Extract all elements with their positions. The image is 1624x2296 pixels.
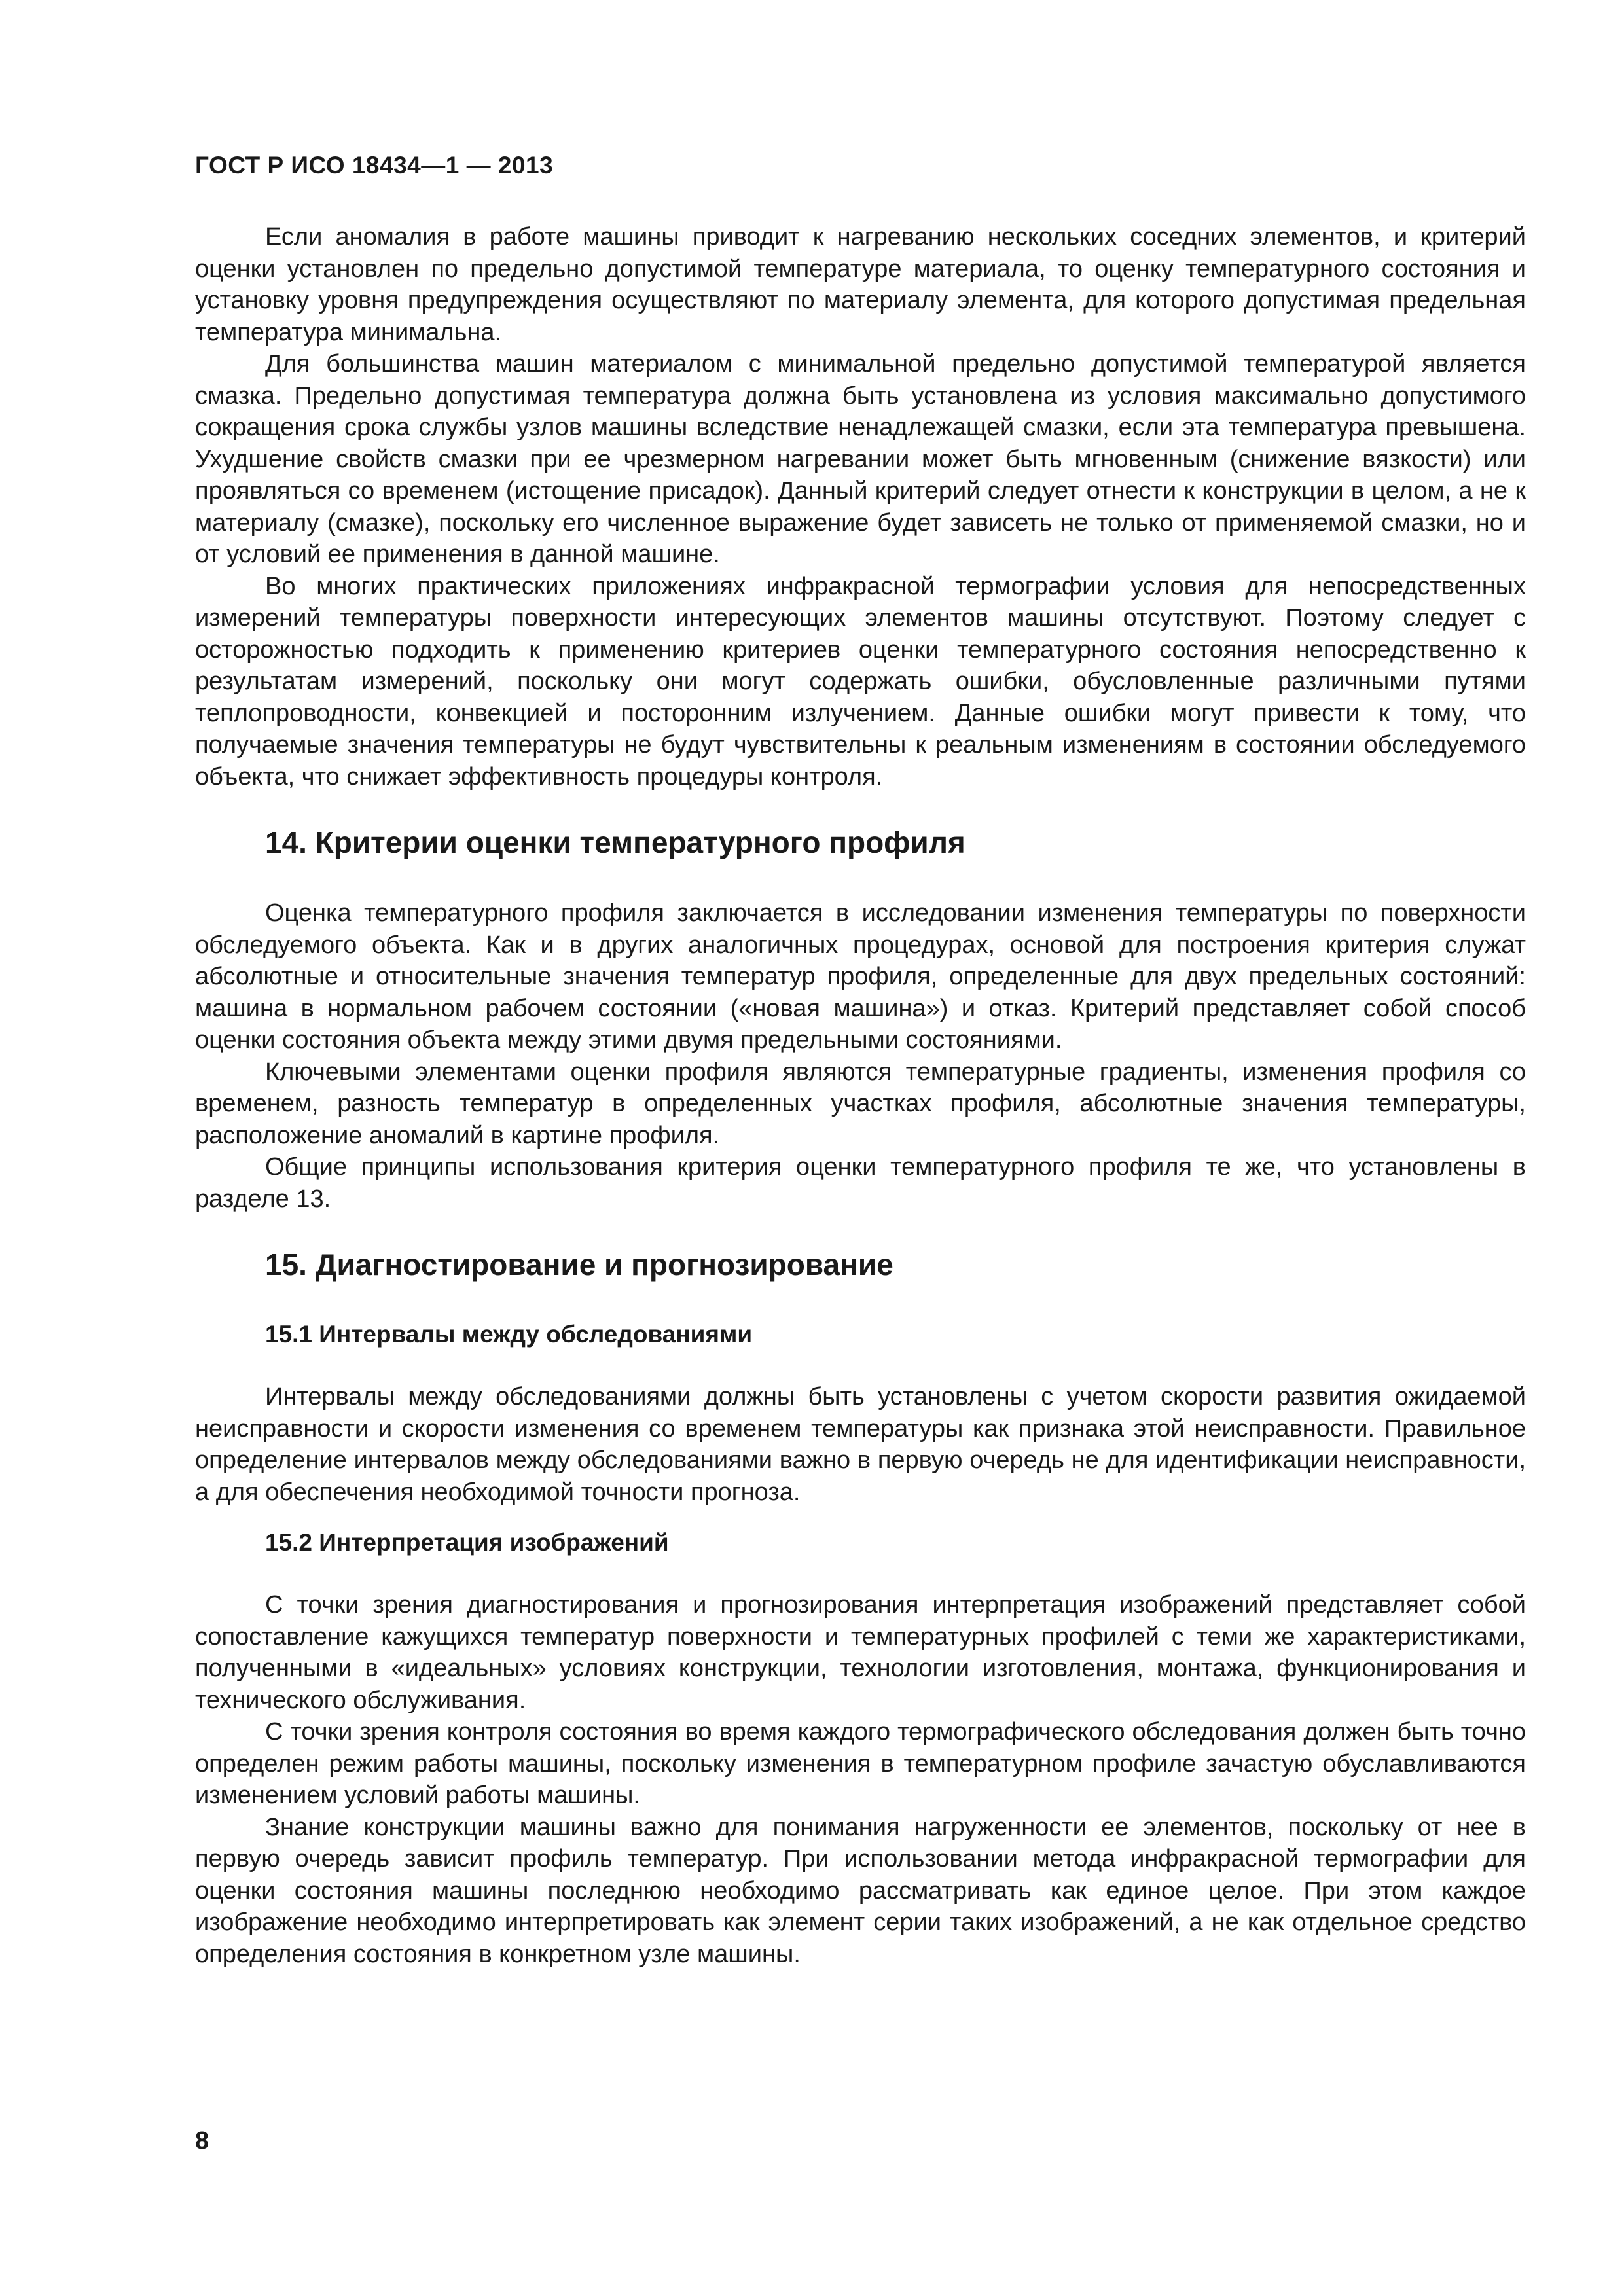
section-14-paragraph-2: Ключевыми элементами оценки профиля являются температурные градиенты, изменения профиля со временем, разность температур в определенных участках профиля, абсолютные значения температуры, расположение аномалий в картине профиля.	[195, 1058, 1526, 1149]
subsection-15-1-paragraph-1: Интервалы между обследованиями должны быть установлены с учетом скорости развития ожидаемой неисправности и скорости изменения со временем температуры как признака этой неисправности. Правильное определение интервалов между обследованиями важно в первую очередь не для идентификации неисправности, а для обеспечения необходимой точности прогноза.	[195, 1383, 1526, 1506]
intro-paragraph-1: Если аномалия в работе машины приводит к нагреванию нескольких соседних элементов, и критерий оценки установлен по предельно допустимой температуре материала, то оценку температурного состояния и установку уровня предупреждения осуществляют по материалу элемента, для которого допустимая предельная температура минимальна.	[195, 223, 1526, 346]
intro-paragraph-2: Для большинства машин материалом с минимальной предельно допустимой температурой является смазка. Предельно допустимая температура должна быть установлена из условия максимально допустимого сокращения срока службы узлов машины вследствие ненадлежащей смазки, если эта температура превышена. Ухудшение свойств смазки при ее чрезмерном нагревании может быть мгновенным (снижение вязкости) или проявляться со временем (истощение присадок). Данный критерий следует отнести к конструкции в целом, а не к материалу (смазке), поскольку его численное выражение будет зависеть не только от применяемой смазки, но и от условий ее применения в данной машине.	[195, 350, 1526, 568]
subsection-15-2-paragraph-1: С точки зрения диагностирования и прогнозирования интерпретация изображений представляет собой сопоставление кажущихся температур поверхности и температурных профилей с теми же характеристиками, полученными в «идеальных» условиях конструкции, технологии изготовления, монтажа, функционирования и технического обслуживания.	[195, 1591, 1526, 1714]
page-number: 8	[195, 2127, 209, 2155]
document-header: ГОСТ Р ИСО 18434—1 — 2013	[195, 152, 554, 179]
section-14-heading: 14. Критерии оценки температурного профиля	[265, 825, 965, 859]
subsection-15-2-heading: 15.2 Интерпретация изображений	[265, 1529, 669, 1556]
document-body	[195, 221, 1526, 1970]
section-14-paragraph-3: Общие принципы использования критерия оценки температурного профиля те же, что установлены в разделе 13.	[195, 1153, 1526, 1213]
subsection-15-2-paragraph-2: С точки зрения контроля состояния во время каждого термографического обследования должен быть точно определен режим работы машины, поскольку изменения в температурном профиле зачастую обуславливаются изменением условий работы машины.	[195, 1718, 1526, 1809]
subsection-15-2-paragraph-3: Знание конструкции машины важно для понимания нагруженности ее элементов, поскольку от нее в первую очередь зависит профиль температур. При использовании метода инфракрасной термографии для оценки состояния машины последнюю необходимо рассматривать как единое целое. При этом каждое изображение необходимо интерпретировать как элемент серии таких изображений, а не как отдельное средство определения состояния в конкретном узле машины.	[195, 1813, 1526, 1968]
subsection-15-1-heading: 15.1 Интервалы между обследованиями	[265, 1321, 753, 1348]
section-14-paragraph-1: Оценка температурного профиля заключается в исследовании изменения температуры по поверхности обследуемого объекта. Как и в других аналогичных процедурах, основой для построения критерия служат абсолютные и относительные значения температур профиля, определенные для двух предельных состояний: машина в нормальном рабочем состоянии («новая машина») и отказ. Критерий представляет собой способ оценки состояния объекта между этими двумя предельными состояниями.	[195, 899, 1526, 1054]
intro-paragraph-3: Во многих практических приложениях инфракрасной термографии условия для непосредственных измерений температуры поверхности интересующих элементов машины отсутствуют. Поэтому следует с осторожностью подходить к применению критериев оценки температурного состояния непосредственно к результатам измерений, поскольку они могут содержать ошибки, обусловленные различными путями теплопроводности, конвекцией и посторонним излучением. Данные ошибки могут привести к тому, что получаемые значения температуры не будут чувствительны к реальным изменениям в состоянии обследуемого объекта, что снижает эффективность процедуры контроля.	[195, 572, 1526, 791]
section-15-heading: 15. Диагностирование и прогнозирование	[265, 1247, 893, 1282]
